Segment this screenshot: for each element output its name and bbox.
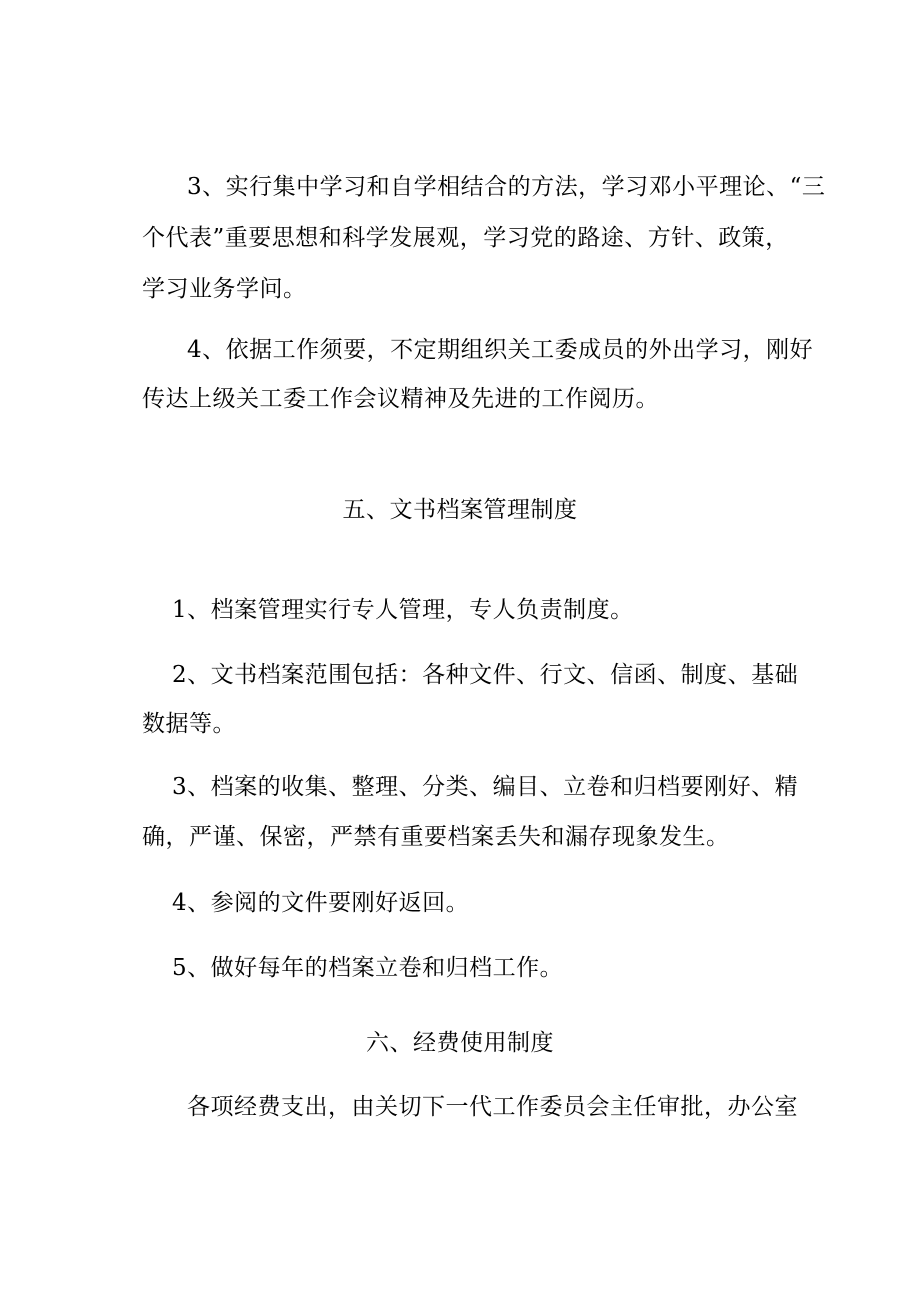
section-6-heading: 六、经费使用制度 [366, 1030, 554, 1056]
paragraph-3-line-2: 个代表”重要思想和科学发展观，学习党的路途、方针、政策， [142, 225, 789, 251]
section-5-item-2-line-1: 2、文书档案范围包括：各种文件、行文、信函、制度、基础 [172, 662, 799, 688]
section-5-item-4: 4、参阅的文件要刚好返回。 [172, 890, 470, 916]
paragraph-4-line-2: 传达上级关工委工作会议精神及先进的工作阅历。 [142, 386, 659, 412]
paragraph-3-line-1: 3、实行集中学习和自学相结合的方法，学习邓小平理论、“三 [187, 174, 826, 200]
paragraph-4-line-1: 4、依据工作须要，不定期组织关工委成员的外出学习，刚好 [187, 337, 814, 363]
section-5-heading: 五、文书档案管理制度 [342, 497, 578, 523]
section-5-item-1: 1、档案管理实行专人管理，专人负责制度。 [172, 597, 634, 623]
section-5-item-3-line-2: 确，严谨、保密，严禁有重要档案丢失和漏存现象发生。 [142, 824, 730, 850]
section-5-item-5: 5、做好每年的档案立卷和归档工作。 [172, 955, 564, 981]
section-5-item-3-line-1: 3、档案的收集、整理、分类、编目、立卷和归档要刚好、精 [172, 774, 799, 800]
section-5-item-2-line-2: 数据等。 [142, 711, 236, 737]
section-6-paragraph-1-line-1: 各项经费支出，由关切下一代工作委员会主任审批，办公室 [187, 1094, 798, 1120]
paragraph-3-line-3: 学习业务学问。 [142, 276, 307, 302]
